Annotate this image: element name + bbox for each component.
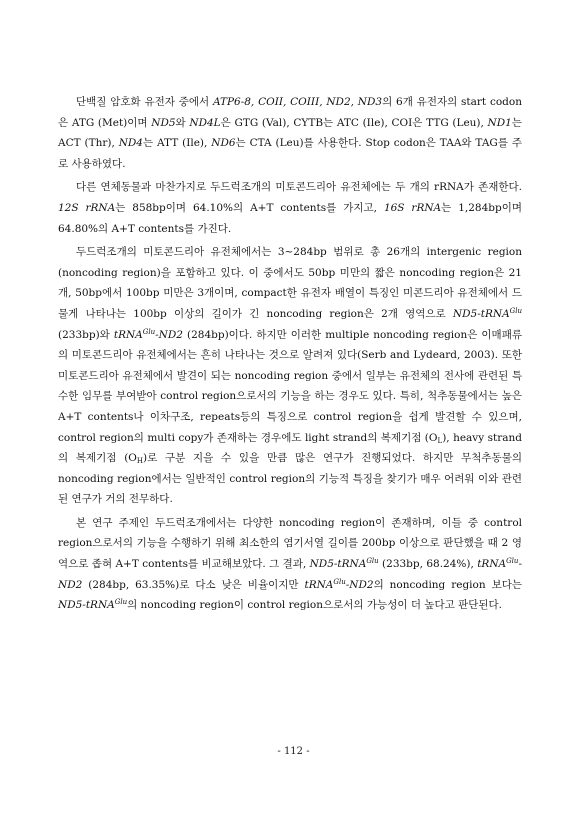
text-run: Glu — [366, 557, 379, 566]
text-run: -ND2 — [58, 558, 522, 591]
text-run: Glu — [333, 577, 346, 586]
text-run: tRNA — [477, 558, 507, 571]
text-run: Glu — [506, 557, 519, 566]
paragraph-protein-coding-genes — [58, 92, 522, 174]
page-number: - 112 - — [277, 746, 310, 757]
text-run: 는 1,284bp이며 64.80%의 A+T contents를 가진다. — [58, 201, 522, 235]
text-run: )로 구분 지을 수 있을 만큼 많은 연구가 진행되었다. 하지만 무척추동물의 noncoding region에서는 일반적인 control region의 기능적 특징을 찾기가 매우 어려워 이와 관련된 연구가 거의 전무하다. — [58, 452, 522, 506]
text-run: -ND2 — [345, 578, 374, 591]
text-run: 는 CTA (Leu)를 사용한다. Stop codon은 TAA와 TAG를 주로 사용하였다. — [58, 137, 522, 170]
text-run: 은 GTG (Val), CYTB는 ATC (Ile), COI은 TTG (Leu), — [220, 116, 488, 129]
text-run: 12S rRNA — [58, 201, 116, 214]
text-run: Glu — [142, 327, 156, 336]
text-run: -ND2 — [155, 328, 183, 341]
text-run: (284bp)이다. 하지만 이러한 multiple noncoding region은 이매패류의 미토콘드리아 유전체에서는 흔히 나타나는 것으로 알려져 있다(Serb and Lydeard, 2003). 또한 미토콘드리아 유전체에서 발견이 되는 noncoding region 중에서 일부는 유전체의 전사에 관련된 특수한 임무를 부여받아 control region으로서의 기능을 하는 경우도 있다. 특히, 척추동물에서는 높은 A+T contents나 이차구조, repeats등의 특징으로 control region을 쉽게 발견할 수 있으며, control region의 multi copy가 존재하는 경우에도 light strand의 복제기점 (O — [58, 328, 522, 444]
text-run: 와 — [175, 116, 190, 129]
text-run: 본 연구 주제인 두드럭조개에서는 다양한 noncoding region이 존재하며, 이들 중 control region으로서의 기능을 수행하기 위해 최소한의 염기서열 길이를 200bp 이상으로 판단했을 때 2 영역으로 좁혀 A+T contents를 비교해보았다. 그 결과, — [58, 516, 522, 571]
text-run: 다른 연체동물과 마찬가지로 두드럭조개의 미토콘드리아 유전체에는 두 개의 rRNA가 존재한다. — [76, 181, 522, 194]
text-run: ND5-tRNA — [58, 599, 115, 612]
text-run: ND5-tRNA — [452, 307, 510, 320]
text-run: tRNA — [113, 328, 143, 341]
text-run: ND5-tRNA — [309, 558, 367, 571]
paragraph-noncoding-regions — [58, 242, 522, 510]
text-run: H — [136, 457, 144, 466]
text-run: 는 858bp이며 64.10%의 A+T contents를 가지고, — [115, 201, 384, 214]
text-run: (233bp)와 — [58, 328, 114, 341]
paragraph-control-region — [58, 513, 522, 616]
text-run: ND4L — [189, 116, 221, 129]
text-run: L — [437, 436, 443, 445]
text-run: ), heavy strand의 복제기점 (O — [58, 431, 523, 465]
text-run: 16S rRNA — [383, 201, 442, 214]
document-body — [58, 92, 522, 619]
text-run: ND6 — [211, 137, 236, 150]
paragraph-rrna — [58, 177, 522, 239]
text-run: ATP6-8, COII, COIII, ND2, ND3 — [212, 96, 383, 108]
text-run: 단백질 암호화 유전자 중에서 — [76, 96, 213, 108]
text-run: 는 ACT (Thr), — [58, 116, 522, 150]
text-run: ND5 — [151, 116, 176, 129]
text-run: tRNA — [304, 578, 334, 591]
text-run: 의 noncoding region이 control region으로서의 가능성이 더 높다고 판단된다. — [127, 599, 502, 612]
text-run: Glu — [509, 306, 522, 315]
text-run: 의 6개 유전자의 start codon은 ATG (Met)이며 — [58, 96, 522, 129]
text-run: 는 ATT (Ile), — [143, 137, 212, 150]
text-run: 두드럭조개의 미토콘드리아 유전체에서는 3~284bp 범위로 총 26개의 intergenic region (noncoding region)을 포함하고 있다. 이 중에서도 50bp 미만의 짧은 noncoding region은 21개, 50bp에서 100bp 미만은 3개이며, compact한 유전자 배열이 특징인 미콘드리아 유전체에서 드물게 나타나는 100bp 이상의 길이가 긴 noncoding region은 2개 영역으로 — [58, 246, 522, 320]
text-run: ND1 — [487, 116, 512, 129]
text-run: Glu — [114, 598, 128, 607]
text-run: (233bp, 68.24%), — [378, 558, 478, 571]
text-run: ND4 — [118, 137, 143, 150]
text-run: 의 noncoding region 보다는 — [373, 578, 523, 591]
text-run: (284bp, 63.35%)로 다소 낮은 비율이지만 — [82, 578, 305, 591]
